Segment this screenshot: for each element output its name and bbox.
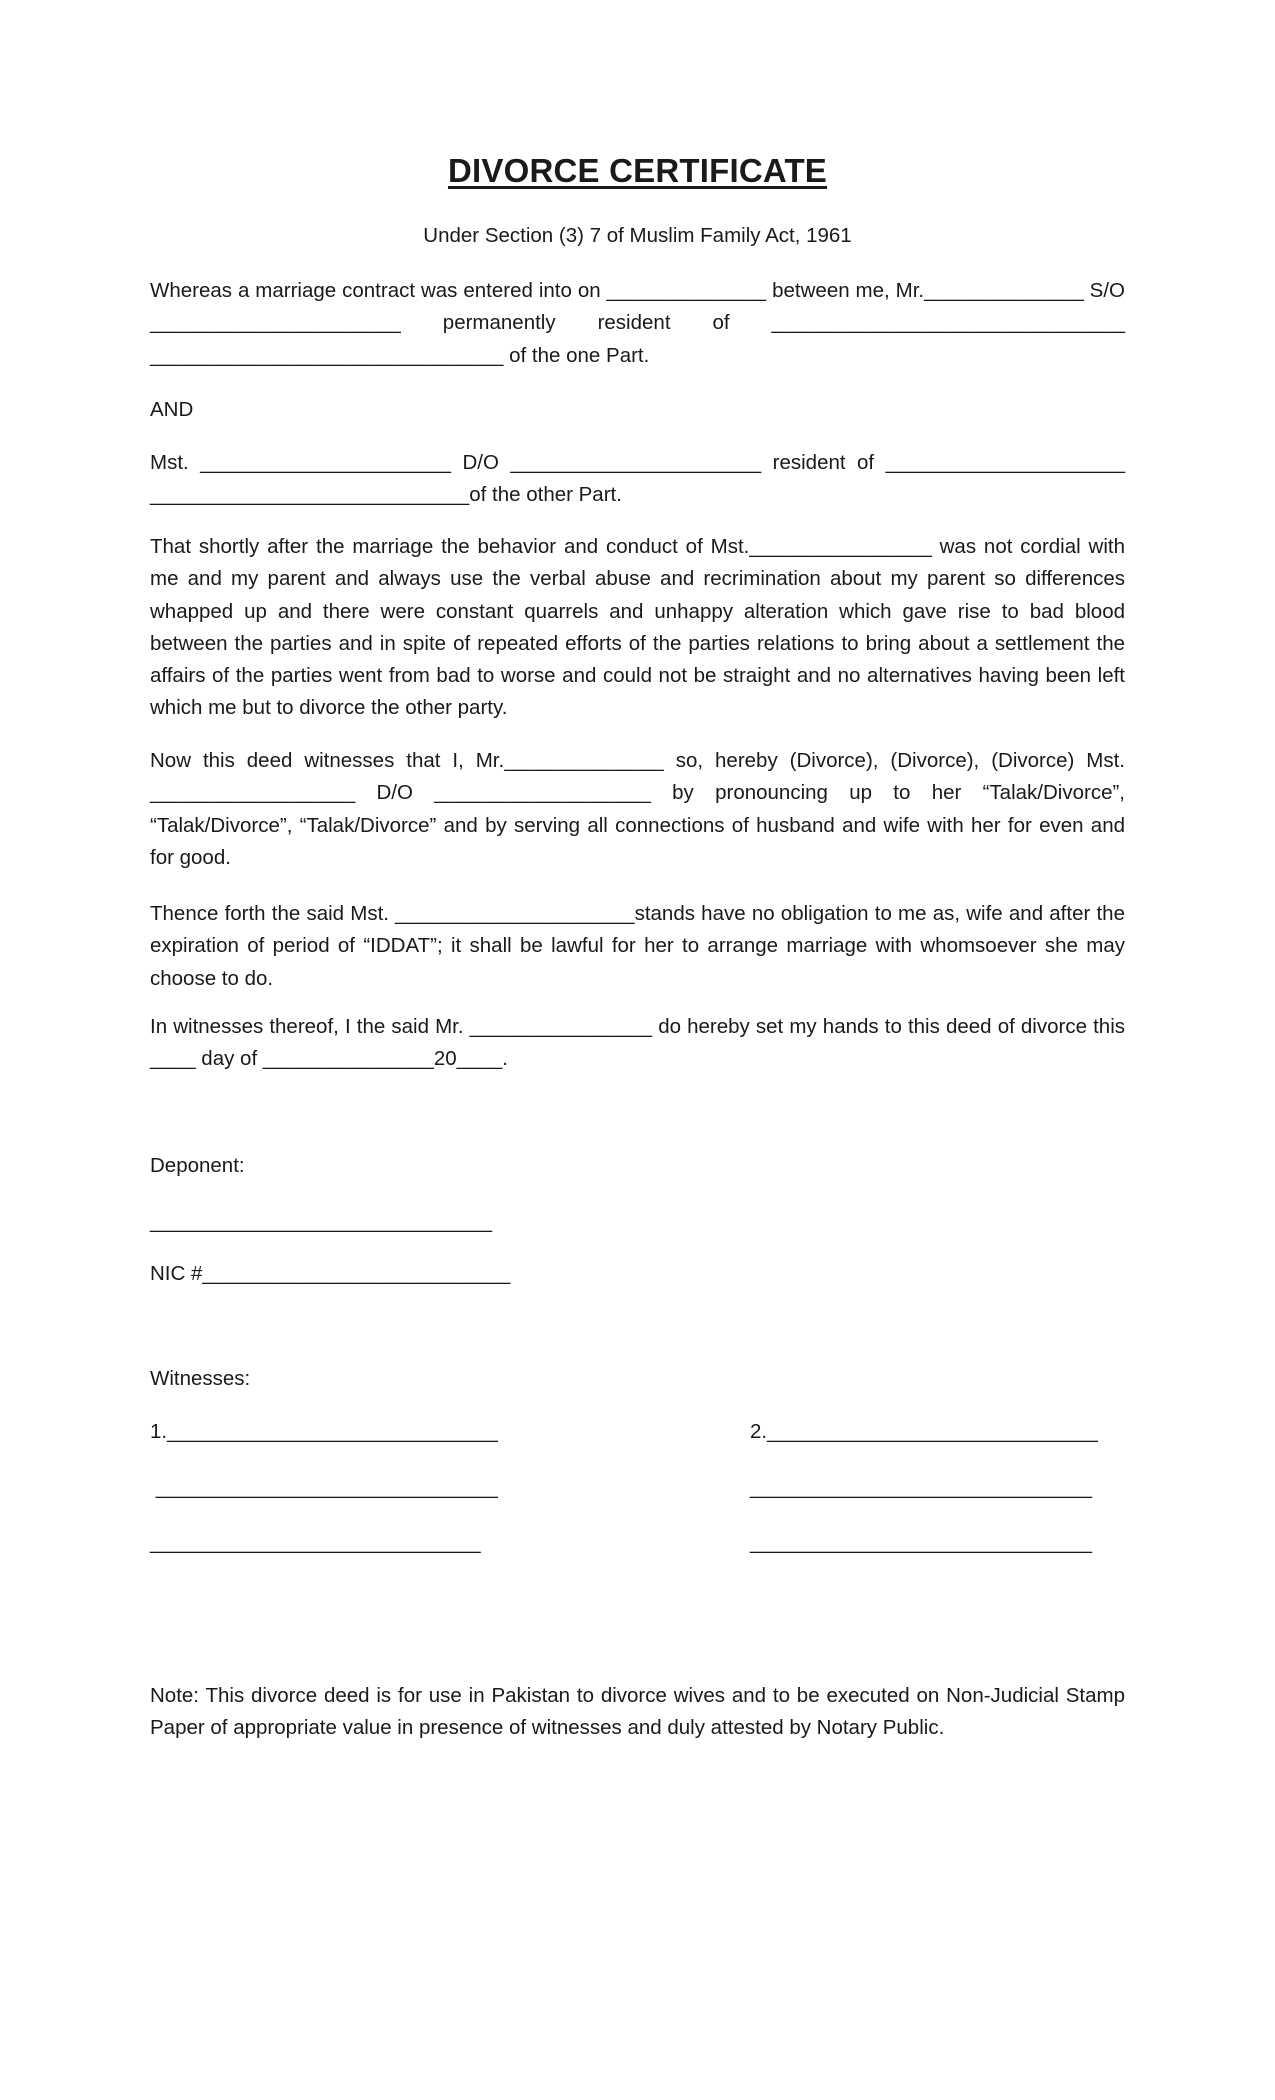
obligation-paragraph: Thence forth the said Mst. _____________________stands have no obligation to me as, wife and after the expiration of period of “IDDAT”; it shall be lawful for her to arrange marriage with whomsoever she may choose to do.: [150, 902, 1125, 990]
deponent-signature-line: ______________________________: [150, 1210, 493, 1233]
witness-1-name-line: ______________________________: [150, 1476, 498, 1499]
witness-2-signature-line: 2._____________________________: [750, 1420, 1098, 1443]
marriage-contract-paragraph: Whereas a marriage contract was entered into on ______________ between me, Mr.______________ S/O ______________________ permanently resident of _______________________________ _______________________________ of the one Part.: [150, 279, 1125, 367]
witnesses-label: Witnesses:: [150, 1367, 251, 1390]
usage-note: Note: This divorce deed is for use in Pakistan to divorce wives and to be executed on Non-Judicial Stamp Paper of appropriate value in presence of witnesses and duly attested by Notary Public.: [150, 1684, 1125, 1740]
deponent-label: Deponent:: [150, 1154, 245, 1177]
witness-1-address-line: _____________________________: [150, 1531, 481, 1554]
wife-details-paragraph: Mst. ______________________ D/O ______________________ resident of _____________________ ____________________________of the other Part.: [150, 451, 1125, 507]
and-label: AND: [150, 398, 194, 421]
document-subtitle: Under Section (3) 7 of Muslim Family Act, 1961: [423, 224, 852, 247]
divorce-deed-paragraph: Now this deed witnesses that I, Mr.______________ so, hereby (Divorce), (Divorce), (Divorce) Mst. __________________ D/O ___________________ by pronouncing up to her “Talak/Divorce”, “Talak/Divorce”, “Talak/Divorce” and by serving all connections of husband and wife with her for even and for good.: [150, 749, 1125, 869]
document-title: DIVORCE CERTIFICATE: [447, 152, 828, 189]
witness-2-address-line: ______________________________: [750, 1531, 1093, 1554]
behavior-paragraph: That shortly after the marriage the behavior and conduct of Mst.________________ was not cordial with me and my parent and always use the verbal abuse and recrimination about my parent so differences whapped up and there were constant quarrels and unhappy alteration which gave rise to bad blood between the parties and in spite of repeated efforts of the parties relations to bring about a settlement the affairs of the parties went from bad to worse and could not be straight and no alternatives having been left which me but to divorce the other party.: [150, 535, 1125, 720]
nic-number-line: NIC #___________________________: [150, 1262, 511, 1285]
witness-2-name-line: ______________________________: [750, 1476, 1093, 1499]
witness-statement-paragraph: In witnesses thereof, I the said Mr. ________________ do hereby set my hands to this deed of divorce this ____ day of _______________20____.: [150, 1015, 1125, 1071]
witness-1-signature-line: 1._____________________________: [150, 1420, 498, 1443]
